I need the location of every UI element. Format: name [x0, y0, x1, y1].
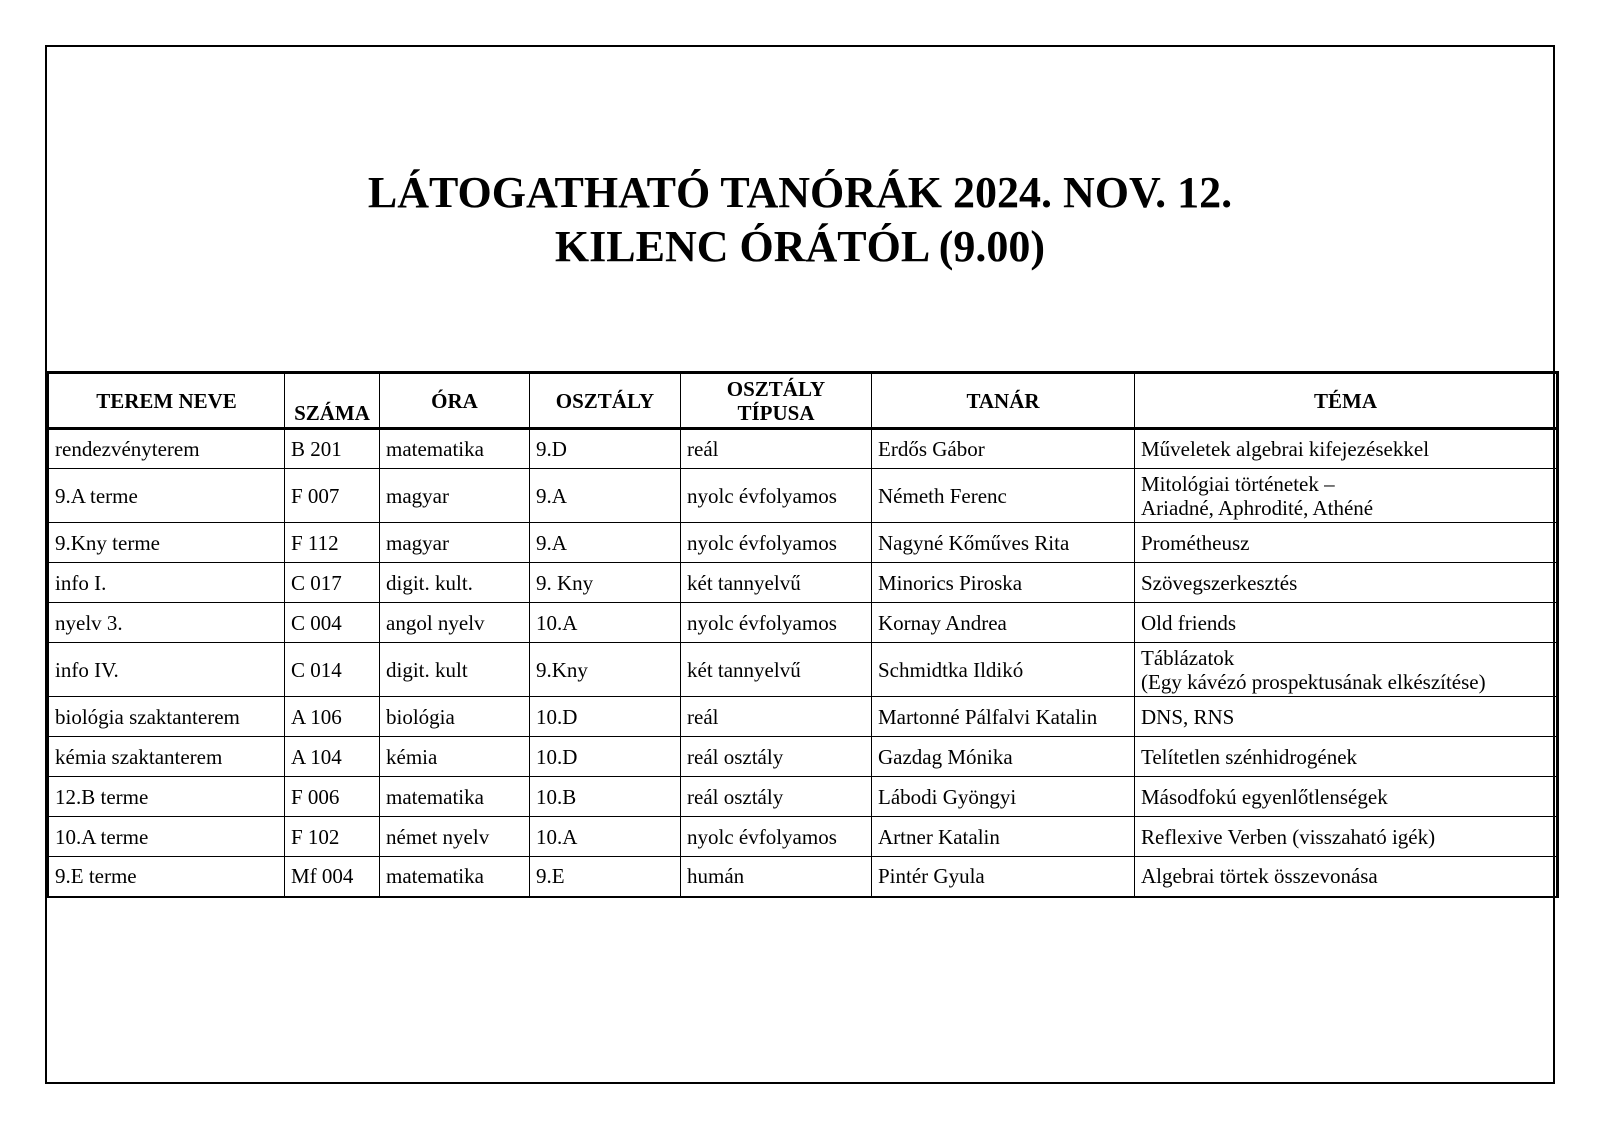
cell-teacher: Nagyné Kőműves Rita — [872, 523, 1135, 563]
topic-line-1: Reflexive Verben (visszaható igék) — [1141, 824, 1436, 849]
title-line-2: KILENC ÓRÁTÓL (9.00) — [554, 222, 1046, 271]
table-header-row — [48, 373, 1558, 429]
cell-teacher: Németh Ferenc — [872, 469, 1135, 523]
cell-topic — [1135, 603, 1558, 643]
cell-room: 12.B terme — [48, 777, 285, 817]
cell-class: 10.A — [530, 817, 681, 857]
cell-class: 9.A — [530, 469, 681, 523]
topic-line-2: (Egy kávézó prospektusának elkészítése) — [1141, 669, 1486, 694]
cell-number: F 006 — [285, 777, 380, 817]
cell-class: 10.D — [530, 737, 681, 777]
cell-topic — [1135, 563, 1558, 603]
topic-line-2: Ariadné, Aphrodité, Athéné — [1141, 495, 1374, 520]
cell-topic — [1135, 857, 1558, 897]
schedule-table — [46, 371, 1559, 898]
header-topic: TÉMA — [1135, 373, 1558, 429]
table-row — [48, 429, 1558, 469]
cell-subject: kémia — [380, 737, 530, 777]
cell-teacher: Kornay Andrea — [872, 603, 1135, 643]
cell-room: 9.Kny terme — [48, 523, 285, 563]
cell-topic — [1135, 429, 1558, 469]
topic-line-1: Old friends — [1141, 610, 1237, 635]
cell-room: biológia szaktanterem — [48, 697, 285, 737]
cell-teacher: Pintér Gyula — [872, 857, 1135, 897]
page-title — [45, 166, 1555, 274]
cell-type: nyolc évfolyamos — [681, 603, 872, 643]
cell-class: 9. Kny — [530, 563, 681, 603]
table-row — [48, 737, 1558, 777]
cell-subject: magyar — [380, 523, 530, 563]
cell-number: C 014 — [285, 643, 380, 697]
cell-type: két tannyelvű — [681, 563, 872, 603]
table-row — [48, 777, 1558, 817]
cell-class: 10.B — [530, 777, 681, 817]
cell-room: kémia szaktanterem — [48, 737, 285, 777]
topic-line-1: Prométheusz — [1141, 530, 1250, 555]
cell-subject: matematika — [380, 857, 530, 897]
cell-class: 10.A — [530, 603, 681, 643]
cell-number: A 106 — [285, 697, 380, 737]
cell-class: 10.D — [530, 697, 681, 737]
topic-line-1: Műveletek algebrai kifejezésekkel — [1141, 437, 1430, 461]
cell-room: 9.E terme — [48, 857, 285, 897]
cell-type: két tannyelvű — [681, 643, 872, 697]
cell-subject: biológia — [380, 697, 530, 737]
cell-type: nyolc évfolyamos — [681, 817, 872, 857]
cell-subject: digit. kult. — [380, 563, 530, 603]
header-room-name: TEREM NEVE — [48, 373, 285, 429]
cell-teacher: Martonné Pálfalvi Katalin — [872, 697, 1135, 737]
title-line-1: LÁTOGATHATÓ TANÓRÁK 2024. NOV. 12. — [367, 168, 1233, 217]
cell-class: 9.E — [530, 857, 681, 897]
cell-subject: matematika — [380, 429, 530, 469]
cell-room: 9.A terme — [48, 469, 285, 523]
cell-room: info IV. — [48, 643, 285, 697]
topic-line-1: Táblázatok — [1141, 645, 1235, 670]
table-row — [48, 603, 1558, 643]
cell-subject: digit. kult — [380, 643, 530, 697]
cell-number: F 007 — [285, 469, 380, 523]
header-teacher: TANÁR — [872, 373, 1135, 429]
header-class-type — [681, 373, 872, 429]
cell-topic — [1135, 523, 1558, 563]
topic-line-1: Mitológiai történetek – — [1141, 471, 1335, 496]
cell-class: 9.D — [530, 429, 681, 469]
cell-room: info I. — [48, 563, 285, 603]
cell-subject: német nyelv — [380, 817, 530, 857]
cell-teacher: Erdős Gábor — [872, 429, 1135, 469]
cell-room: 10.A terme — [48, 817, 285, 857]
cell-class: 9.A — [530, 523, 681, 563]
table-row — [48, 643, 1558, 697]
cell-topic — [1135, 697, 1558, 737]
table-row — [48, 523, 1558, 563]
cell-teacher: Gazdag Mónika — [872, 737, 1135, 777]
cell-class: 9.Kny — [530, 643, 681, 697]
cell-topic — [1135, 469, 1558, 523]
table-row — [48, 857, 1558, 897]
table-row — [48, 469, 1558, 523]
header-class-type-line-1: OSZTÁLY — [726, 376, 826, 401]
header-class-type-line-2: TÍPUSA — [737, 400, 815, 425]
cell-teacher: Lábodi Gyöngyi — [872, 777, 1135, 817]
cell-number: C 017 — [285, 563, 380, 603]
table-row — [48, 563, 1558, 603]
topic-line-1: DNS, RNS — [1141, 704, 1235, 729]
topic-line-1: Algebrai törtek összevonása — [1141, 864, 1378, 889]
cell-number: F 102 — [285, 817, 380, 857]
cell-type: nyolc évfolyamos — [681, 523, 872, 563]
cell-number: F 112 — [285, 523, 380, 563]
cell-teacher: Schmidtka Ildikó — [872, 643, 1135, 697]
cell-topic — [1135, 817, 1558, 857]
cell-type: reál — [681, 697, 872, 737]
cell-type: reál osztály — [681, 777, 872, 817]
cell-teacher: Artner Katalin — [872, 817, 1135, 857]
topic-line-1: Szövegszerkesztés — [1141, 570, 1298, 595]
table-row — [48, 697, 1558, 737]
cell-type: reál osztály — [681, 737, 872, 777]
cell-teacher: Minorics Piroska — [872, 563, 1135, 603]
cell-number: C 004 — [285, 603, 380, 643]
topic-line-1: Másodfokú egyenlőtlenségek — [1141, 784, 1388, 809]
cell-subject: magyar — [380, 469, 530, 523]
cell-room: nyelv 3. — [48, 603, 285, 643]
cell-subject: matematika — [380, 777, 530, 817]
topic-line-1: Telítetlen szénhidrogének — [1141, 744, 1358, 769]
cell-type: humán — [681, 857, 872, 897]
cell-topic — [1135, 643, 1558, 697]
cell-number: Mf 004 — [285, 857, 380, 897]
cell-number: B 201 — [285, 429, 380, 469]
table-row — [48, 817, 1558, 857]
cell-room: rendezvényterem — [48, 429, 285, 469]
cell-topic — [1135, 777, 1558, 817]
cell-type: reál — [681, 429, 872, 469]
header-subject: ÓRA — [380, 373, 530, 429]
header-room-number: SZÁMA — [285, 373, 380, 429]
header-class: OSZTÁLY — [530, 373, 681, 429]
cell-topic — [1135, 737, 1558, 777]
cell-subject: angol nyelv — [380, 603, 530, 643]
cell-type: nyolc évfolyamos — [681, 469, 872, 523]
cell-number: A 104 — [285, 737, 380, 777]
